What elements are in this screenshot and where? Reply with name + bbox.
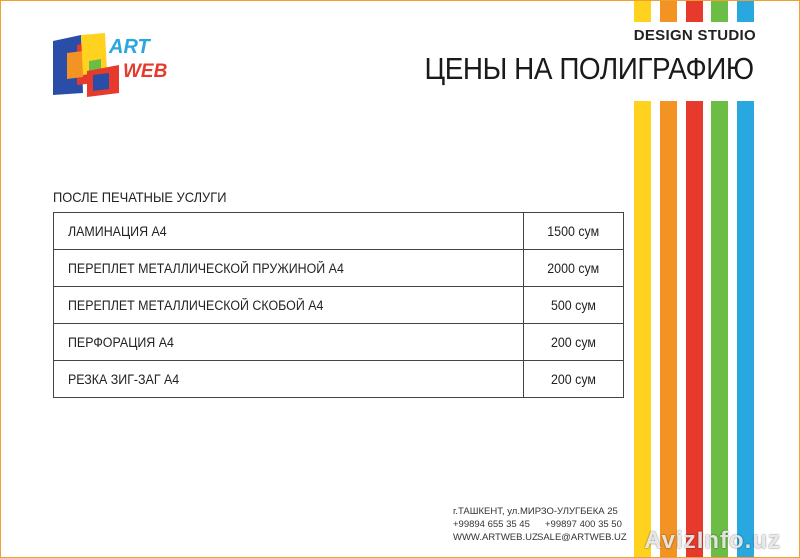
table-row [54,287,624,324]
web-contacts [453,531,627,544]
service-price-cell [524,213,624,250]
logo-text-art: ART [109,36,150,58]
service-price: 1500 сум [547,223,600,239]
service-price: 500 сум [551,297,596,313]
email-link[interactable]: SALE@ARTWEB.UZ [537,532,627,543]
service-name-cell [54,213,524,250]
service-price: 2000 сум [547,260,600,276]
table-row [54,361,624,398]
service-price-cell [524,287,624,324]
stripe-red [686,101,703,558]
service-price-cell [524,324,624,361]
stripe-green-top [711,1,728,22]
stripe-orange [660,101,677,558]
service-name-cell [54,287,524,324]
artweb-logo [53,31,168,101]
table-row [54,324,624,361]
website-link[interactable]: WWW.ARTWEB.UZ [453,532,538,543]
stripe-yellow-top [634,1,651,22]
stripe-blue-top [737,1,754,22]
table-row [54,213,624,250]
service-name: ПЕРЕПЛЕТ МЕТАЛЛИЧЕСКОЙ ПРУЖИНОЙ А4 [68,260,344,276]
phone-primary: +99894 655 35 45 [453,519,530,530]
watermark: AvizInfo.uz [644,527,781,554]
phone-secondary: +99897 400 35 50 [545,519,622,530]
logo-orange-panel [67,51,83,79]
service-price: 200 сум [551,371,596,387]
page-title: ЦЕНЫ НА ПОЛИГРАФИЮ [424,51,754,86]
address: г.ТАШКЕНТ, ул.МИРЗО-УЛУГБЕКА 25 [453,506,618,517]
service-name: ПЕРФОРАЦИЯ А4 [68,334,174,350]
price-table [53,212,624,398]
service-name-cell [54,361,524,398]
phones [453,518,627,531]
service-name: ПЕРЕПЛЕТ МЕТАЛЛИЧЕСКОЙ СКОБОЙ А4 [68,297,324,313]
service-price-cell [524,361,624,398]
studio-label: DESIGN STUDIO [633,27,756,44]
stripe-orange-top [660,1,677,22]
stripe-blue [737,101,754,558]
table-row [54,250,624,287]
stripe-green [711,101,728,558]
stripe-red-top [686,1,703,22]
stripe-yellow [634,101,651,558]
contact-block [453,505,627,544]
service-name: ЛАМИНАЦИЯ А4 [68,223,167,239]
service-name-cell [54,324,524,361]
service-price: 200 сум [551,334,596,350]
section-title: ПОСЛЕ ПЕЧАТНЫЕ УСЛУГИ [53,189,227,205]
logo-blue-panel-2 [93,73,109,91]
service-price-cell [524,250,624,287]
logo-text-web: WEB [123,61,168,82]
service-name: РЕЗКА ЗИГ-ЗАГ А4 [68,371,180,387]
service-name-cell [54,250,524,287]
